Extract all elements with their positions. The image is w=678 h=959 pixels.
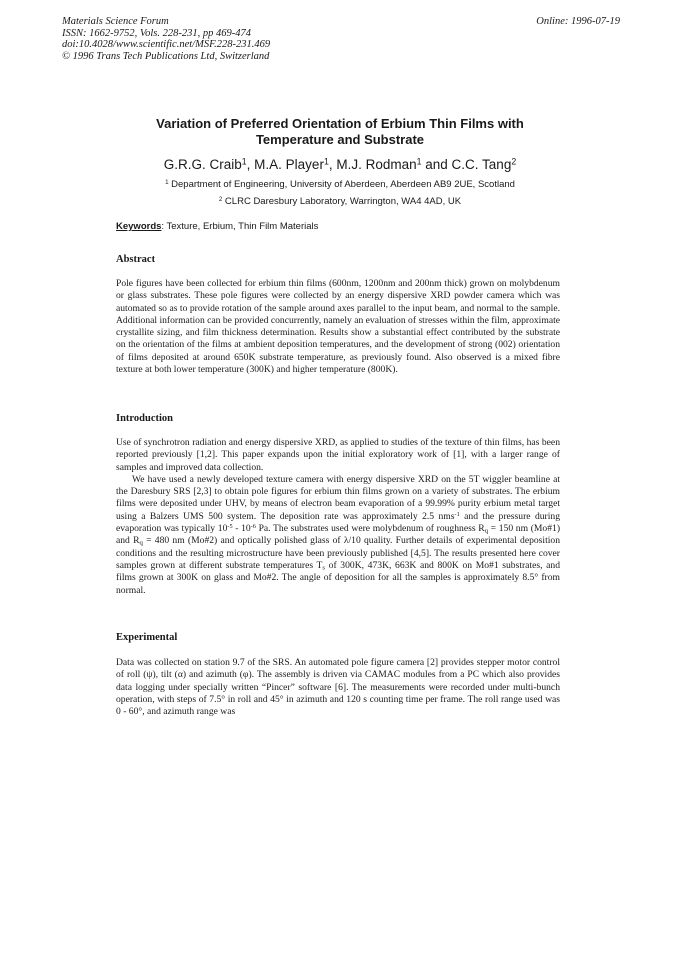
affiliation-marker: 1 xyxy=(323,156,329,167)
author-name: , M.A. Player xyxy=(246,157,324,172)
issn-line: ISSN: 1662-9752, Vols. 228-231, pp 469-474 xyxy=(62,27,251,39)
abstract-body xyxy=(116,278,560,376)
experimental-body xyxy=(116,657,560,718)
author-list xyxy=(110,157,570,172)
title-line-2: Temperature and Substrate xyxy=(255,132,425,147)
affiliation-marker: 1 xyxy=(416,156,422,167)
affiliation-2 xyxy=(110,196,570,207)
introduction-body xyxy=(116,437,560,597)
affiliation-marker: 1 xyxy=(165,178,169,186)
online-date: Online: 1996-07-19 xyxy=(536,16,620,27)
author-name: , M.J. Rodman xyxy=(328,157,417,172)
keywords xyxy=(116,221,318,232)
journal-header xyxy=(62,16,270,62)
abstract-text: Pole figures have been collected for erbium thin films (600nm, 1200nm and 200nm thick) grown on molybdenum or glass substrates. These pole figures were collected by an energy dispersive XRD powder camera which was automated so as to provide rotation of the sample around axes parallel to the input beam, and normal to the sample. Additional information can be provided concurrently, namely an evaluation of stresses within the film, approximate crystallite sizing, and film thickness determination. Results show a substantial effect contributed by the substrate on the orientation of the films at ambient deposition temperatures, and the development of strong (002) orientation of films deposited at around 650K substrate temperature, as previously found. Also observed is a mixed fibre texture at both lower temperature (300K) and higher temperature (800K). xyxy=(116,278,560,376)
keywords-label: Keywords xyxy=(116,221,162,232)
paper-title xyxy=(110,116,570,148)
affiliation-1 xyxy=(110,179,570,190)
doi-line[interactable]: doi:10.4028/www.scientific.net/MSF.228-231.469 xyxy=(62,39,271,50)
experimental-heading: Experimental xyxy=(116,632,178,643)
title-line-1: Variation of Preferred Orientation of Erbium Thin Films with xyxy=(156,116,524,131)
introduction-paragraph-1: Use of synchrotron radiation and energy dispersive XRD, as applied to studies of the texture of thin films, has been reported previously [1,2]. This paper expands upon the initial exploratory work of [1], with a larger range of samples and improved data collection. xyxy=(116,437,560,473)
experimental-text: Data was collected on station 9.7 of the SRS. An automated pole figure camera [2] provides stepper motor control of roll (ψ), tilt (α) and azimuth (φ). The assembly is driven via CAMAC modules from a PC which also provides data logging under specially written “Pincer” software [6]. The measurements were recorded under multi-bunch operation, with steps of 7.5° in roll and 45° in azimuth and 120 s counting time per frame. The roll range used was 0 - 60°, and azimuth range was xyxy=(116,657,560,718)
author-name: and C.C. Tang xyxy=(421,157,512,172)
keywords-text: : Texture, Erbium, Thin Film Materials xyxy=(161,221,319,232)
author-name: G.R.G. Craib xyxy=(163,157,242,172)
copyright-line: © 1996 Trans Tech Publications Ltd, Switzerland xyxy=(62,50,270,62)
introduction-heading: Introduction xyxy=(116,413,173,424)
affiliation-marker: 1 xyxy=(241,156,247,167)
affiliation-marker: 2 xyxy=(511,156,517,167)
journal-name: Materials Science Forum xyxy=(62,16,169,27)
affiliation-text: CLRC Daresbury Laboratory, Warrington, WA4 4AD, UK xyxy=(222,196,462,207)
abstract-heading: Abstract xyxy=(116,254,156,265)
introduction-paragraph-2: We have used a newly developed texture camera with energy dispersive XRD on the 5T wiggler beamline at the Daresbury SRS [2,3] to obtain pole figures for erbium thin films grown on a variety of substrates. The erbium films were deposited under UHV, by means of electron beam evaporation of a 99.99% purity erbium metal target using a Balzers UMS 500 system. The deposition rate was approximately 2.5 nms$^{-1}$ and the pressure during evaporation was typically $10^{-5} - 10^{-6}$ Pa. The substrates used were molybdenum of roughness $R_q = 150$ nm (Mo#1) and $R_q = 480$ nm (Mo#2) and optically polished glass of λ/10 quality. Further details of experimental deposition conditions and the resulting microstructure have been previously published [4,5]. The results presented here cover samples grown at different substrate temperatures $T_s$ of 300K, 473K, 663K and 800K on Mo#1 substrates, and films grown at 300K on glass and Mo#2. The angle of deposition for all the samples is approximately 8.5° from normal. xyxy=(116,473,561,596)
affiliation-text: Department of Engineering, University of Aberdeen, Aberdeen AB9 2UE, Scotland xyxy=(168,179,515,190)
affiliation-marker: 2 xyxy=(218,195,223,203)
